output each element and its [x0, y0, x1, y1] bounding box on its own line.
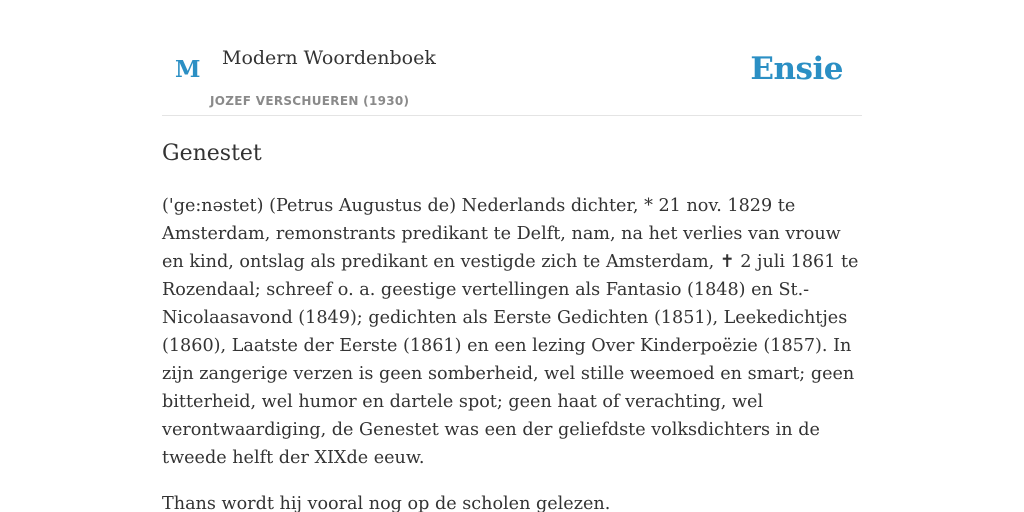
entry-paragraph: Thans wordt hij vooral nog op de scholen gelezen.	[162, 494, 611, 512]
entry-paragraph: ('ge:nəstet) (Petrus Augustus de) Nederlands dichter, * 21 nov. 1829 te Amsterdam, remonstrants predikant te Delft, nam, na het verlies van vrouw en kind, ontslag als predikant en vestigde zich te Amsterdam, ✝ 2 juli 1861 te Rozendaal; schreef o. a. geestige vertellingen als Fantasio (1848) en St.-Nicolaasavond (1849); gedichten als Eerste Gedichten (1851), Leekedichtjes (1860), Laatste der Eerste (1861) en een lezing Over Kinderpoëzie (1857). In zijn zangerige verzen is geen somberheid, wel stille weemoed en smart; geen bitterheid, wel humor en dartele spot; geen haat of verachting, wel verontwaardiging, de Genestet was een der geliefdste volksdichters in de tweede helft der XIXde eeuw.	[162, 196, 859, 468]
entry-body	[162, 192, 862, 512]
entry-title: Genestet	[162, 141, 262, 166]
ensie-logo-link[interactable]: Ensie	[750, 51, 843, 87]
book-author: JOZEF VERSCHUEREN (1930)	[210, 94, 410, 108]
page-container	[162, 0, 862, 512]
book-header	[162, 0, 862, 116]
book-logo[interactable]: M	[175, 56, 201, 83]
book-title-link[interactable]: Modern Woordenboek	[222, 47, 436, 69]
